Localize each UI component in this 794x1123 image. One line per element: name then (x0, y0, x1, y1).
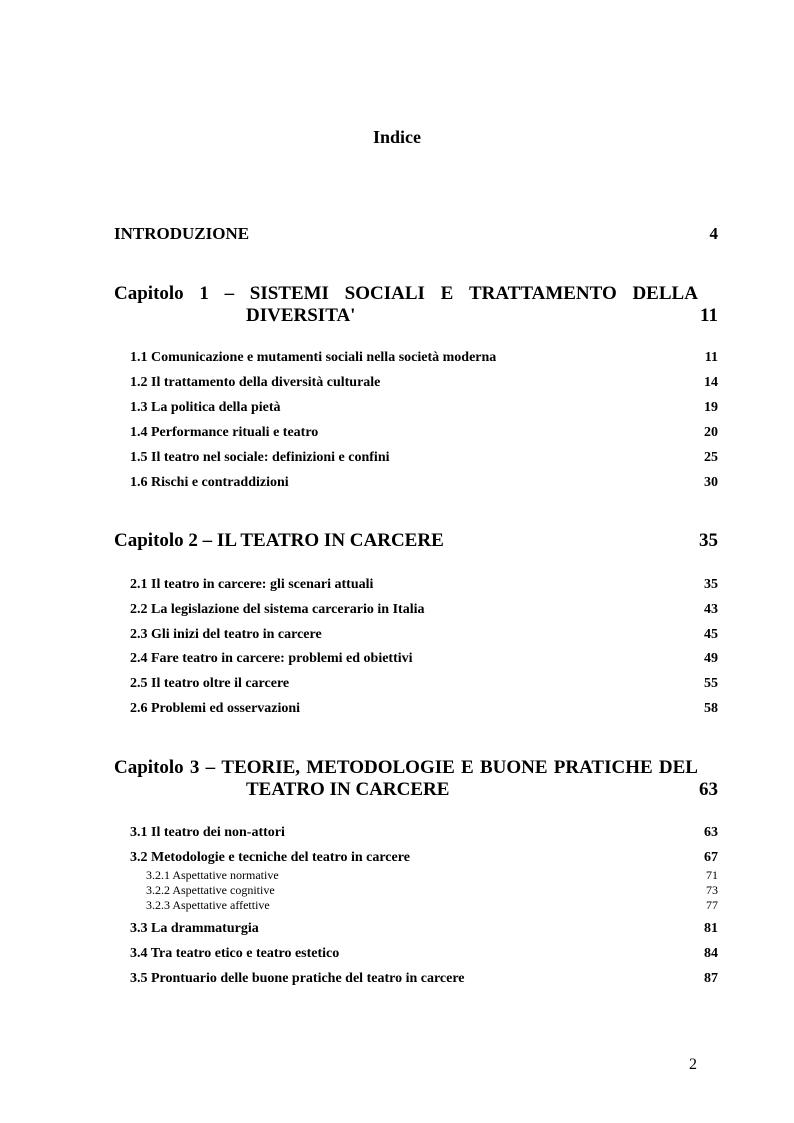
toc-subsection-3-2-1[interactable]: 3.2.1 Aspettative normative 71 (146, 868, 718, 882)
toc-section-3-4[interactable]: 3.4 Tra teatro etico e teatro estetico 84 (130, 946, 718, 961)
toc-section-1-3[interactable]: 1.3 La politica della pietà 19 (130, 400, 718, 415)
toc-subsection-3-2-3[interactable]: 3.2.3 Aspettative affettive 77 (146, 898, 718, 912)
toc-section-2-1[interactable]: 2.1 Il teatro in carcere: gli scenari attuali 35 (130, 577, 718, 592)
toc-section-2-5[interactable]: 2.5 Il teatro oltre il carcere 55 (130, 676, 718, 691)
toc-section-3-2[interactable]: 3.2 Metodologie e tecniche del teatro in carcere 67 (130, 850, 718, 865)
toc-section-1-2[interactable]: 1.2 Il trattamento della diversità culturale 14 (130, 375, 718, 390)
chapter-3-heading-line1: Capitolo 3 – TEORIE, METODOLOGIE E BUONE PRATICHE DEL (114, 757, 698, 778)
toc-entry-page: 11 (700, 305, 718, 326)
page-title: Indice (372, 127, 421, 147)
chapter-1-heading-line1: Capitolo 1 – SISTEMI SOCIALI E TRATTAMENTO DELLA (114, 283, 698, 304)
toc-section-2-4[interactable]: 2.4 Fare teatro in carcere: problemi ed obiettivi 49 (130, 651, 718, 666)
chapter-1-heading-line2: DIVERSITA' 11 (246, 305, 718, 326)
toc-section-1-6[interactable]: 1.6 Rischi e contraddizioni 30 (130, 475, 718, 490)
toc-entry-page: 35 (699, 530, 718, 551)
toc-section-3-3[interactable]: 3.3 La drammaturgia 81 (130, 921, 718, 936)
chapter-3-heading-line2: TEATRO IN CARCERE 63 (246, 779, 718, 800)
toc-section-3-5[interactable]: 3.5 Prontuario delle buone pratiche del teatro in carcere 87 (130, 971, 718, 986)
toc-section-1-5[interactable]: 1.5 Il teatro nel sociale: definizioni e confini 25 (130, 450, 718, 465)
toc-section-3-1[interactable]: 3.1 Il teatro dei non-attori 63 (130, 825, 718, 840)
toc-section-1-4[interactable]: 1.4 Performance rituali e teatro 20 (130, 425, 718, 440)
toc-chapter-1[interactable] (114, 283, 718, 327)
toc-chapter-3[interactable] (114, 757, 718, 801)
toc-entry-introduction[interactable] (114, 224, 718, 244)
toc-section-2-6[interactable]: 2.6 Problemi ed osservazioni 58 (130, 701, 718, 716)
toc-chapter-2[interactable]: Capitolo 2 – IL TEATRO IN CARCERE 35 (114, 530, 718, 551)
toc-section-2-3[interactable]: 2.3 Gli inizi del teatro in carcere 45 (130, 627, 718, 642)
toc-section-2-2[interactable]: 2.2 La legislazione del sistema carcerario in Italia 43 (130, 602, 718, 617)
toc-entry-page: 63 (699, 779, 718, 800)
page-number: 2 (689, 1056, 697, 1073)
toc-entry-page: 4 (709, 224, 718, 243)
toc-subsection-3-2-2[interactable]: 3.2.2 Aspettative cognitive 73 (146, 883, 718, 897)
toc-entry-label: INTRODUZIONE (114, 224, 250, 243)
toc-section-1-1[interactable]: 1.1 Comunicazione e mutamenti sociali nella società moderna 11 (130, 350, 718, 365)
